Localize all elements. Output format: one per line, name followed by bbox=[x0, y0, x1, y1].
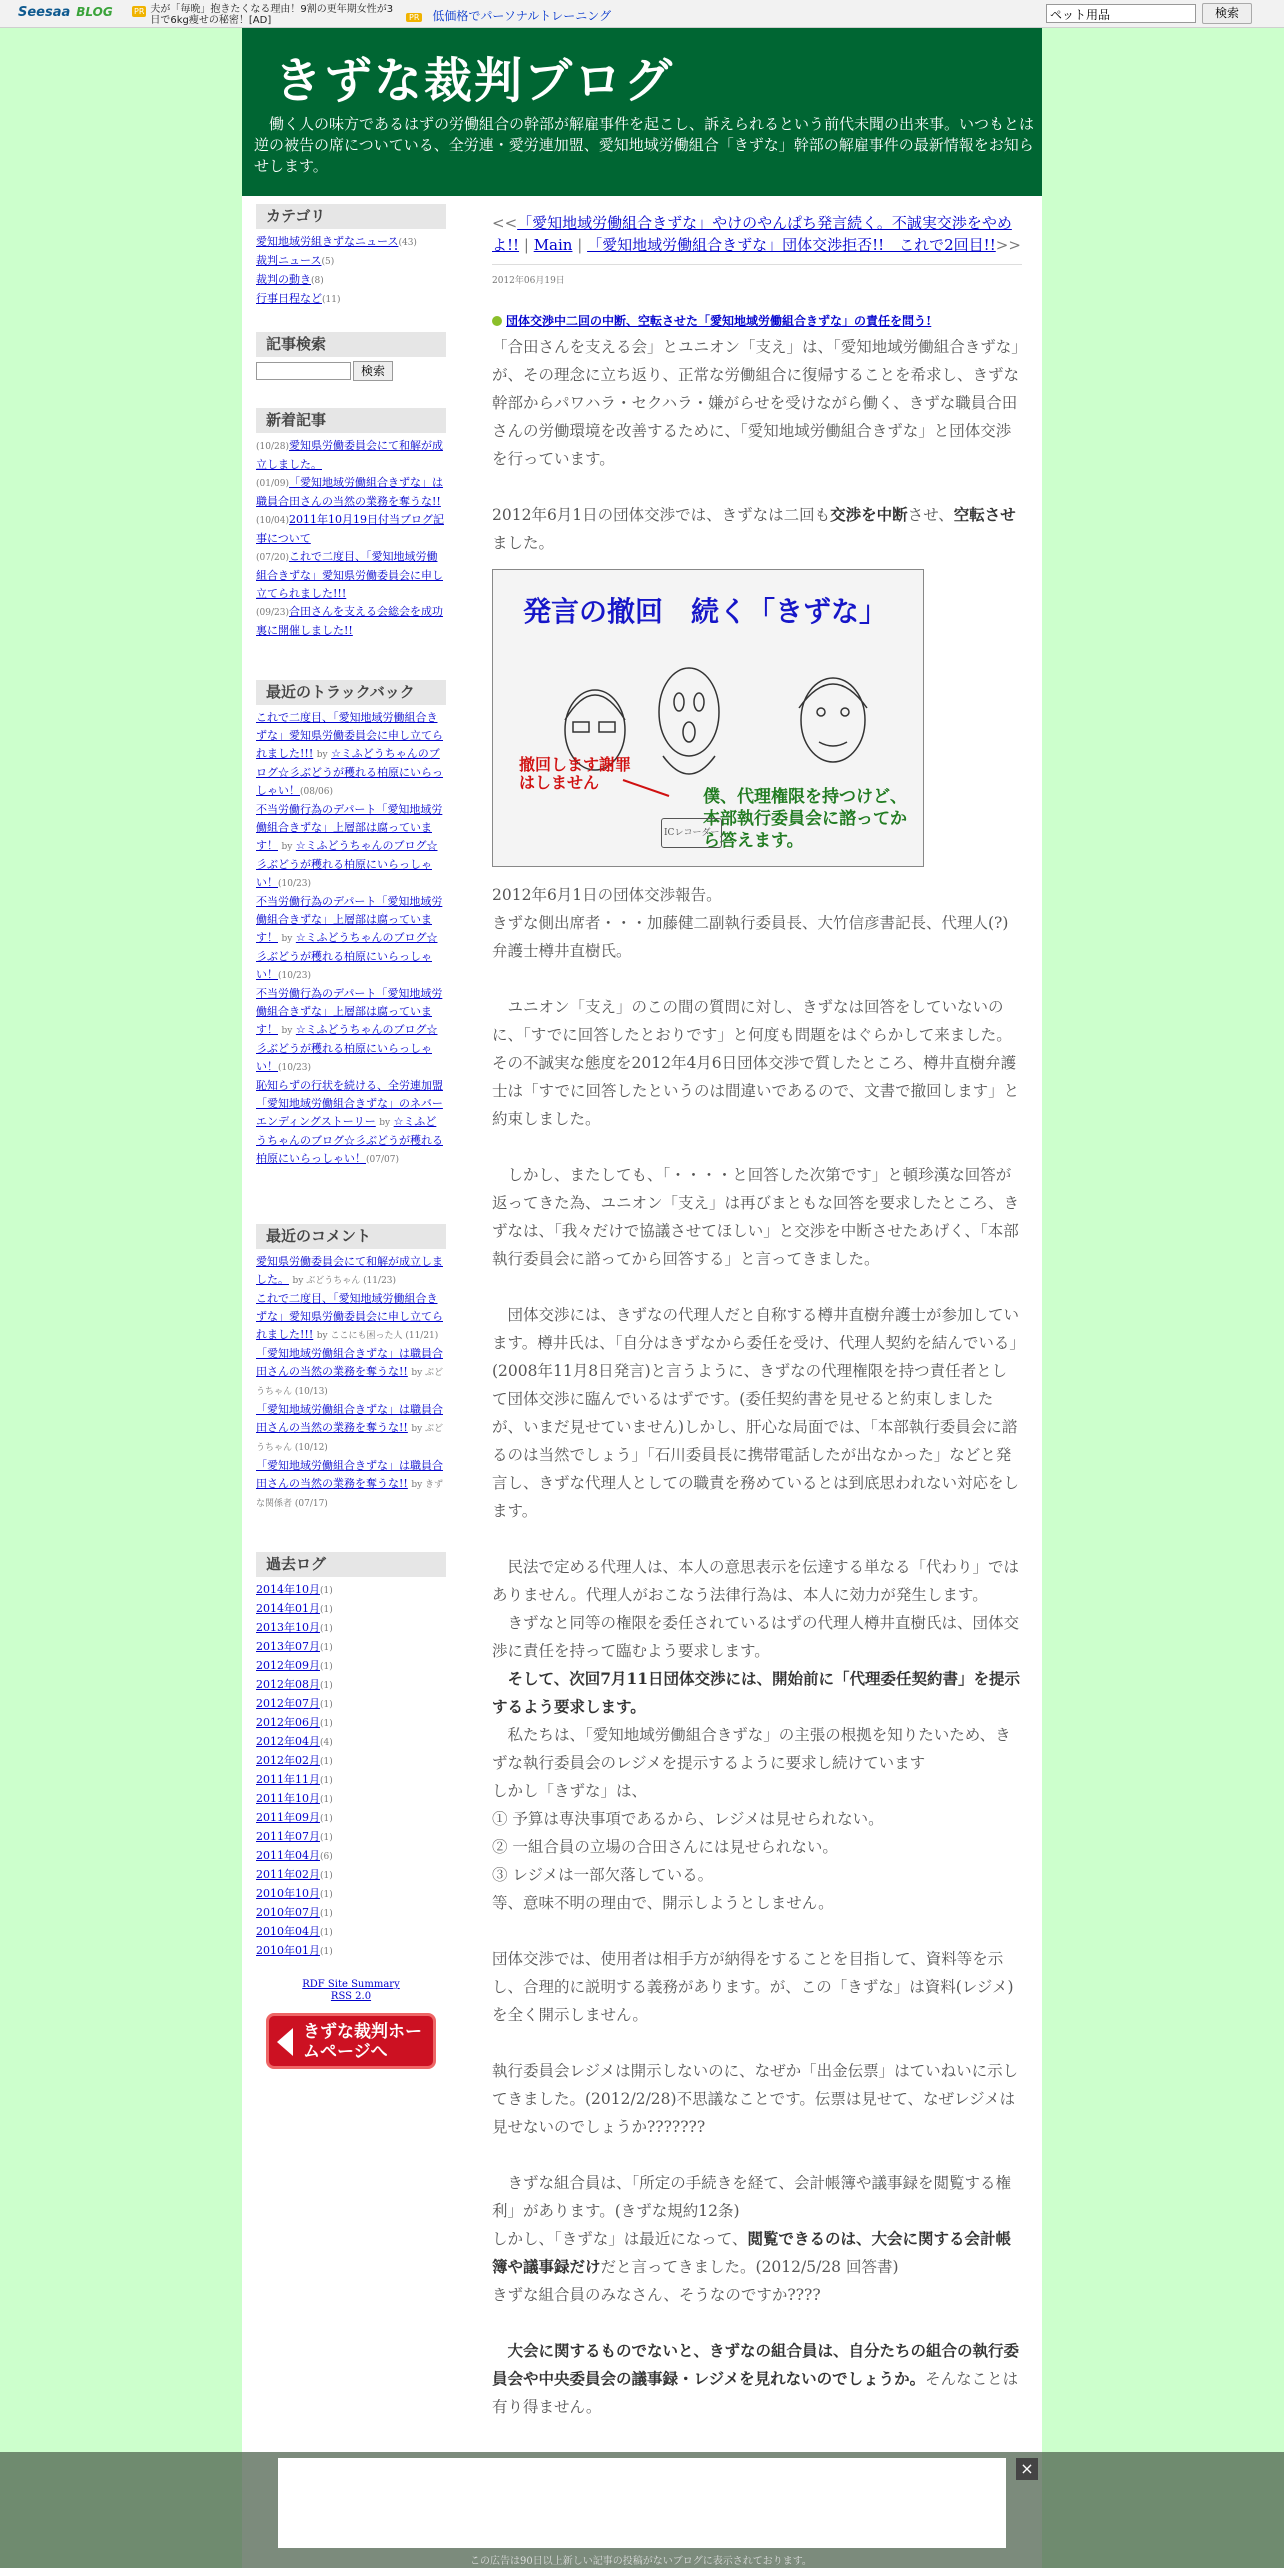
archive-count: (1) bbox=[320, 1719, 333, 1729]
comment-link[interactable]: 「愛知地域労働組合きずな」は職員合田さんの当然の業務を奪うな!! bbox=[256, 1459, 443, 1490]
trackback-author-link[interactable]: ☆ミふどうちゃんのブログ☆彡ぶどうが穫れる柏原にいらっしゃい！ bbox=[256, 931, 438, 981]
next-entry-link[interactable]: 「愛知地域労働組合きずな」団体交渉拒否!! これで2回目!! bbox=[587, 236, 996, 254]
archive-item bbox=[256, 1923, 446, 1942]
entry-pager bbox=[492, 212, 1022, 256]
recent-article-link[interactable]: 2011年10月19日付当ブログ記事について bbox=[256, 513, 444, 545]
paragraph: 2012年6月1日の団体交渉報告。 bbox=[492, 886, 722, 904]
trackback-author-link[interactable]: ☆ミふどうちゃんのブログ☆彡ぶどうが穫れる柏原にいらっしゃい！ bbox=[256, 1023, 438, 1073]
text-span: しかし、「きずな」は最近になって、 bbox=[492, 2230, 748, 2248]
search-block bbox=[256, 332, 446, 381]
archive-link[interactable]: 2011年07月 bbox=[256, 1830, 320, 1843]
recent-articles-title: 新着記事 bbox=[256, 408, 446, 433]
trackback-author-link[interactable]: ☆ミふどうちゃんのブログ☆彡ぶどうが穫れる柏原にいらっしゃい！ bbox=[256, 839, 438, 889]
archive-link[interactable]: 2013年07月 bbox=[256, 1640, 320, 1653]
category-count: (5) bbox=[321, 257, 335, 267]
trackback-link[interactable]: 不当労働行為のデパート「愛知地域労働組合きずな」上層部は腐っています！ bbox=[256, 895, 443, 944]
category-link[interactable]: 裁判の動き bbox=[256, 273, 311, 286]
archive-link[interactable]: 2011年02月 bbox=[256, 1868, 320, 1881]
archive-item bbox=[256, 1676, 446, 1695]
category-count: (8) bbox=[311, 276, 324, 286]
recent-article-link[interactable]: 愛知県労働委員会にて和解が成立しました。 bbox=[256, 439, 443, 471]
bold-text: 空転させ bbox=[953, 505, 1016, 524]
archive-link[interactable]: 2014年01月 bbox=[256, 1602, 320, 1615]
trackback-by: by bbox=[379, 1118, 391, 1128]
pager-separator: | bbox=[577, 236, 583, 254]
archive-item bbox=[256, 1619, 446, 1638]
recent-date: (10/28) bbox=[256, 442, 289, 452]
categories-title: カテゴリ bbox=[256, 204, 446, 229]
entry-date: 2012年06月19日 bbox=[492, 276, 565, 286]
trackbacks-title: 最近のトラックバック bbox=[256, 680, 446, 705]
archive-list bbox=[256, 1581, 446, 1961]
archive-item bbox=[256, 1828, 446, 1847]
archive-item bbox=[256, 1714, 446, 1733]
comment-link[interactable]: 愛知県労働委員会にて和解が成立しました。 bbox=[256, 1255, 443, 1286]
archive-item bbox=[256, 1866, 446, 1885]
trackback-by: by bbox=[281, 934, 293, 944]
trackback-date: (07/07) bbox=[366, 1155, 399, 1165]
trackback-author-link[interactable]: ☆ミふどうちゃんのブログ☆彡ぶどうが穫れる柏原にいらっしゃい！ bbox=[256, 747, 443, 797]
archive-link[interactable]: 2013年10月 bbox=[256, 1621, 320, 1634]
archive-link[interactable]: 2012年08月 bbox=[256, 1678, 320, 1691]
homepage-button[interactable] bbox=[266, 2013, 436, 2069]
paragraph: きずな組合員は、「所定の手続きを経て、会計帳簿や議事録を閲覧する権利」があります。(きずな規約12条) bbox=[492, 2174, 1011, 2220]
recent-date: (09/23) bbox=[256, 608, 289, 618]
content-container bbox=[242, 196, 1042, 2568]
paragraph: 団体交渉には、きずなの代理人だと自称する樽井直樹弁護士が参加しています。樽井氏は、「自分はきずなから委任を受け、代理人契約を結んでいる」(2008年11月8日発言)と言うように、きずなの代理権限を持つ責任者として団体交渉に臨んでいるはずです。(委任契約書を見せると約束しましたが、いまだ見せていません)しかし、肝心な局面では、「本部執行委員会に諮るのは当然でしょう」「石川委員長に携帯電話したが出なかった」などと発言し、きずな代理人としての職責を務めているとは到底思われない対応をします。 bbox=[492, 1306, 1020, 1520]
top-ad-link-2[interactable] bbox=[406, 7, 611, 24]
comment-by: by ここにも困った人 (11/21) bbox=[316, 1331, 439, 1341]
illustration-stamp: ICレコーダー bbox=[661, 818, 722, 848]
archive-item bbox=[256, 1695, 446, 1714]
illustration-title: 発言の撤回 続く「きずな」 bbox=[523, 595, 888, 628]
archive-count: (1) bbox=[320, 1681, 333, 1691]
arrow-left-icon bbox=[277, 2028, 293, 2056]
archive-item bbox=[256, 1733, 446, 1752]
paragraph: ① 予算は専決事項であるから、レジメは見せられない。 bbox=[492, 1810, 884, 1828]
paragraph: ② 一組合員の立場の合田さんには見せられない。 bbox=[492, 1838, 838, 1856]
archive-link[interactable]: 2011年11月 bbox=[256, 1773, 320, 1786]
trackback-date: (08/06) bbox=[300, 787, 333, 797]
comment-by: by きずな関係者 (07/17) bbox=[256, 1480, 444, 1509]
category-link[interactable]: 裁判ニュース bbox=[256, 254, 322, 267]
blog-title[interactable]: きずな裁判ブログ bbox=[274, 53, 675, 109]
trackback-date: (10/23) bbox=[278, 1063, 311, 1073]
comment-by: by ぶどうちゃん (10/13) bbox=[256, 1368, 444, 1397]
archive-count: (1) bbox=[320, 1586, 333, 1596]
archive-item bbox=[256, 1885, 446, 1904]
comment-by: by ぶどうちゃん (10/12) bbox=[256, 1424, 444, 1453]
category-link[interactable]: 行事日程など bbox=[256, 292, 322, 305]
paragraph bbox=[492, 2225, 1022, 2281]
comment-by: by ぶどうちゃん (11/23) bbox=[292, 1276, 397, 1286]
search-title: 記事検索 bbox=[256, 332, 446, 357]
bold-text: 大会に関するものでないと、きずなの組合員は、自分たちの組合の執行委員会や中央委員会の議事録・レジメを見れないのでしょうか。 bbox=[492, 2341, 1020, 2388]
logo-text: Seesaa bbox=[18, 5, 71, 20]
category-count: (43) bbox=[398, 238, 417, 248]
archive-link[interactable]: 2012年02月 bbox=[256, 1754, 320, 1767]
trackback-author-link[interactable]: ☆ミふどうちゃんのブログ☆彡ぶどうが穫れる柏原にいらっしゃい！ bbox=[256, 1115, 443, 1165]
archive-count: (4) bbox=[320, 1738, 333, 1748]
sidebar-search-input[interactable] bbox=[256, 362, 351, 380]
archive-count: (1) bbox=[320, 1833, 333, 1843]
bottom-ad-caption: この広告は90日以上新しい記事の投稿がないブログに表示されております。 bbox=[470, 2556, 812, 2567]
bold-text: 閲覧できるのは、大会に関する会計帳簿や議事録だけ bbox=[492, 2229, 1011, 2276]
archive-item bbox=[256, 1657, 446, 1676]
comment-link[interactable]: 「愛知地域労働組合きずな」は職員合田さんの当然の業務を奪うな!! bbox=[256, 1403, 443, 1434]
text-span: ました。 bbox=[492, 534, 555, 552]
top-search-button[interactable]: 検索 bbox=[1202, 3, 1252, 24]
paragraph: 「合田さんを支える会」とユニオン「支え」は、「愛知地域労働組合きずな」が、その理念に立ち返り、正常な労働組合に復帰することを希求し、きずな幹部からパワハラ・セクハラ・嫌がらせを受けながら働く、きずな職員合田さんの労働環境を改善するために、「愛知地域労働組合きずな」と団体交渉を行っています。 bbox=[492, 338, 1020, 468]
comments-block bbox=[256, 1224, 446, 1513]
rdf-link[interactable]: RDF Site Summary bbox=[302, 1979, 400, 1990]
archive-count: (1) bbox=[320, 1814, 333, 1824]
paragraph: ③ レジメは一部欠落している。 bbox=[492, 1866, 714, 1884]
pager-prev-marker: << bbox=[492, 214, 518, 232]
recent-date: (01/09) bbox=[256, 479, 289, 489]
paragraph: 民法で定める代理人は、本人の意思表示を伝達する単なる「代わり」ではありません。代理人がおこなう法律行為は、本人に効力が発生します。 bbox=[492, 1558, 1020, 1604]
bold-text: そして、次回7月11日団体交渉には、開始前に「代理委任契約書」を提示するよう要求します。 bbox=[492, 1669, 1021, 1716]
main-column bbox=[492, 212, 1022, 2421]
comment-link[interactable]: 「愛知地域労働組合きずな」は職員合田さんの当然の業務を奪うな!! bbox=[256, 1347, 443, 1378]
archive-item bbox=[256, 1847, 446, 1866]
divider bbox=[492, 264, 1022, 265]
archive-count: (1) bbox=[320, 1928, 333, 1938]
trackback-by: by bbox=[316, 750, 328, 760]
top-ad-text-1[interactable]: 夫が「毎晩」抱きたくなる理由！9割の更年期女性が3日で6kg痩せの秘密！[AD] bbox=[150, 4, 394, 26]
paragraph: 私たちは、「愛知地域労働組合きずな」の主張の根拠を知りたいため、きずな執行委員会のレジメを提示するように要求し続けています bbox=[492, 1726, 1011, 1772]
archive-count: (1) bbox=[320, 1890, 333, 1900]
illustration-green-caption: 僕、代理権限を持つけど、本部執行委員会に諮ってから答えます。 bbox=[703, 787, 907, 851]
paragraph bbox=[492, 501, 1022, 557]
category-count: (11) bbox=[322, 295, 341, 305]
seesaa-blog-logo[interactable] bbox=[18, 5, 113, 20]
blog-header bbox=[242, 28, 1042, 196]
entry-title[interactable] bbox=[492, 312, 1022, 329]
bold-text: 交渉を中断 bbox=[830, 505, 908, 524]
trackback-link[interactable]: 恥知らずの行状を続ける、全労連加盟「愛知地域労働組合きずな」のネバーエンディングストーリー bbox=[256, 1079, 443, 1128]
archive-item bbox=[256, 1790, 446, 1809]
pager-separator: | bbox=[523, 236, 529, 254]
archive-count: (1) bbox=[320, 1643, 333, 1653]
bullet-dot-icon bbox=[492, 316, 502, 326]
entry-title-link[interactable]: 団体交渉中二回の中断、空転させた「愛知地域労働組合きずな」の責任を問う! bbox=[506, 314, 932, 328]
logo-blog-text: BLOG bbox=[76, 5, 113, 19]
top-search-input[interactable]: ペット用品 bbox=[1046, 4, 1196, 23]
top-ad-text-2[interactable]: 低価格でパーソナルトレーニング bbox=[432, 9, 612, 23]
trackback-link[interactable]: 不当労働行為のデパート「愛知地域労働組合きずな」上層部は腐っています！ bbox=[256, 987, 443, 1036]
text-span: そんなことは有り得ません。 bbox=[492, 2370, 1019, 2416]
recent-article-link[interactable]: これで二度目、「愛知地域労働組合きずな」愛知県労働委員会に申し立てられました!!! bbox=[256, 550, 443, 600]
paragraph: 団体交渉では、使用者は相手方が納得をすることを目指して、資料等を示し、合理的に説明する義務があります。が、この「きずな」は資料(レジメ)を全く開示しません。 bbox=[492, 1950, 1014, 2024]
paragraph: 執行委員会レジメは開示しないのに、なぜか「出金伝票」はていねいに示してきました。(2012/2/28)不思議なことです。伝票は見せて、なぜレジメは見せないのでしょうか??????? bbox=[492, 2062, 1019, 2136]
archive-item bbox=[256, 1581, 446, 1600]
archive-count: (1) bbox=[320, 1947, 333, 1957]
trackback-link[interactable]: これで二度目、「愛知地域労働組合きずな」愛知県労働委員会に申し立てられました!!! bbox=[256, 711, 443, 760]
archive-count: (6) bbox=[320, 1852, 333, 1862]
archive-count: (1) bbox=[320, 1795, 333, 1805]
paragraph: 等、意味不明の理由で、開示しようとしません。 bbox=[492, 1894, 834, 1912]
paragraph: しかし、またしても、「・・・・と回答した次第です」と頓珍漢な回答が返ってきた為、ユニオン「支え」は再びまともな回答を要求したところ、きずなは、「我々だけで協議させてほしい」と交渉を中断させたあげく、「本部執行委員会に諮ってから回答する」と言ってきました。 bbox=[492, 1166, 1020, 1268]
archive-item bbox=[256, 1752, 446, 1771]
archive-item bbox=[256, 1771, 446, 1790]
recent-article-link[interactable]: 「愛知地域労働組合きずな」は職員合田さんの当然の業務を奪うな!! bbox=[256, 476, 443, 508]
archive-count: (1) bbox=[320, 1871, 333, 1881]
archive-link[interactable]: 2011年10月 bbox=[256, 1792, 320, 1805]
text-span: 2012年6月1日の団体交渉では、きずなは二回も bbox=[492, 506, 831, 524]
rss-link[interactable]: RSS 2.0 bbox=[330, 1991, 372, 2002]
category-link[interactable]: 愛知地域労組きずなニュース bbox=[256, 235, 399, 248]
pr-badge: PR bbox=[134, 7, 145, 16]
paragraph: ユニオン「支え」のこの間の質問に対し、きずなは回答をしていないのに、「すでに回答したとおりです」と何度も問題をはぐらかして来ました。その不誠実な態度を2012年4月6日団体交渉で質したところ、樽井直樹弁護士は「すでに回答したというのは間違いであるので、文書で撤回します」と約束しました。 bbox=[492, 998, 1020, 1128]
archive-item bbox=[256, 1942, 446, 1961]
trackback-date: (10/23) bbox=[278, 971, 311, 981]
archive-count: (1) bbox=[320, 1605, 333, 1615]
seesaa-top-bar bbox=[0, 0, 1284, 28]
top-ad-link-1[interactable] bbox=[132, 4, 402, 26]
archive-link[interactable]: 2012年04月 bbox=[256, 1735, 320, 1748]
archive-link[interactable]: 2010年04月 bbox=[256, 1925, 320, 1938]
comment-link[interactable]: これで二度目、「愛知地域労働組合きずな」愛知県労働委員会に申し立てられました!!! bbox=[256, 1292, 443, 1341]
illustration-image[interactable] bbox=[492, 569, 924, 867]
paragraph: きずな組合員のみなさん、そうなのですか???? bbox=[492, 2286, 821, 2304]
archive-item bbox=[256, 1904, 446, 1923]
trackback-date: (10/23) bbox=[278, 879, 311, 889]
archive-count: (1) bbox=[320, 1757, 333, 1767]
archive-count: (1) bbox=[320, 1624, 333, 1634]
prev-entry-link[interactable]: 「愛知地域労働組合きずな」やけのやんぱち発言続く。不誠実交渉をやめよ!! bbox=[492, 214, 1012, 254]
text-span: させ、 bbox=[907, 506, 954, 524]
paragraph: しかし「きずな」は、 bbox=[492, 1782, 648, 1800]
recent-articles-block bbox=[256, 408, 446, 640]
trackback-link[interactable]: 不当労働行為のデパート「愛知地域労働組合きずな」上層部は腐っています！ bbox=[256, 803, 443, 852]
comments-title: 最近のコメント bbox=[256, 1224, 446, 1249]
paragraph bbox=[492, 2337, 1022, 2421]
illustration-red-caption: 撤回します謝罪はしません bbox=[519, 755, 632, 792]
recent-article-link[interactable]: 合田さんを支える会総会を成功裏に開催しました!! bbox=[256, 605, 443, 637]
paragraph: きずな側出席者・・・加藤健二副執行委員長、大竹信彦書記長、代理人(?)弁護士樽井直樹氏。 bbox=[492, 914, 1009, 960]
categories-block bbox=[256, 204, 446, 309]
recent-date: (07/20) bbox=[256, 553, 289, 563]
close-icon[interactable]: × bbox=[1016, 2458, 1038, 2480]
archive-link[interactable]: 2012年07月 bbox=[256, 1697, 320, 1710]
archive-link[interactable]: 2011年09月 bbox=[256, 1811, 320, 1824]
trackback-by: by bbox=[281, 842, 293, 852]
archive-count: (1) bbox=[320, 1909, 333, 1919]
archive-count: (1) bbox=[320, 1662, 333, 1672]
archive-item bbox=[256, 1600, 446, 1619]
archive-link[interactable]: 2012年06月 bbox=[256, 1716, 320, 1729]
archive-link[interactable]: 2010年01月 bbox=[256, 1944, 320, 1957]
text-span: だと言ってきました。(2012/5/28 回答書) bbox=[600, 2258, 899, 2276]
archive-link[interactable]: 2011年04月 bbox=[256, 1849, 320, 1862]
archive-item bbox=[256, 1809, 446, 1828]
entry-body bbox=[492, 333, 1022, 2421]
archive-link[interactable]: 2010年10月 bbox=[256, 1887, 320, 1900]
archive-link[interactable]: 2014年10月 bbox=[256, 1583, 320, 1596]
pr-badge: PR bbox=[406, 13, 422, 22]
sidebar-search-button[interactable]: 検索 bbox=[353, 361, 393, 381]
pager-next-marker: >> bbox=[995, 236, 1021, 254]
paragraph: きずなと同等の権限を委任されているはずの代理人樽井直樹氏は、団体交渉に責任を持って臨むよう要求します。 bbox=[492, 1614, 1020, 1660]
bottom-ad-banner[interactable] bbox=[278, 2458, 1006, 2548]
trackback-by: by bbox=[281, 1026, 293, 1036]
archive-count: (1) bbox=[320, 1776, 333, 1786]
recent-date: (10/04) bbox=[256, 516, 289, 526]
trackbacks-block bbox=[256, 680, 446, 1169]
main-link[interactable]: Main bbox=[533, 236, 573, 254]
archive-item bbox=[256, 1638, 446, 1657]
archive-count: (1) bbox=[320, 1700, 333, 1710]
archive-link[interactable]: 2012年09月 bbox=[256, 1659, 320, 1672]
blog-description: 働く人の味方であるはずの労働組合の幹部が解雇事件を起こし、訴えられるという前代未聞の出来事。いつもとは逆の被告の席についている、全労連・愛労連加盟、愛知地域労働組合「きずな」幹部の解雇事件の最新情報をお知らせします。 bbox=[254, 115, 1035, 175]
archives-block bbox=[256, 1552, 446, 2069]
homepage-button-label: きずな裁判ホームページへ bbox=[303, 2022, 422, 2062]
archive-link[interactable]: 2010年07月 bbox=[256, 1906, 320, 1919]
paragraph bbox=[492, 1665, 1022, 1721]
archives-title: 過去ログ bbox=[256, 1552, 446, 1577]
bottom-ad-overlay bbox=[0, 2452, 1284, 2568]
